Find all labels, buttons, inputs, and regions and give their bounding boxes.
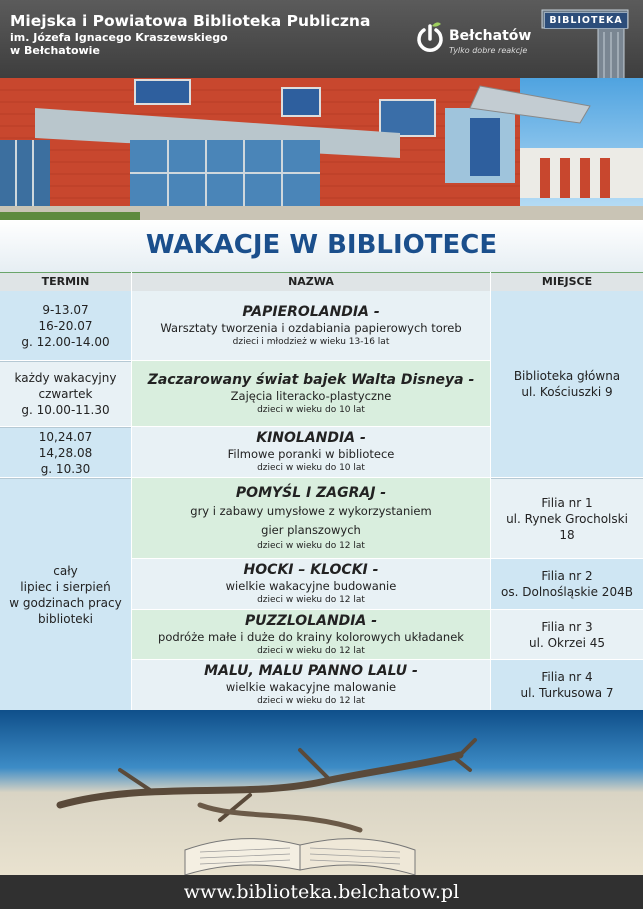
activity-age: dzieci w wieku do 12 lat [257, 696, 365, 706]
termin-line: czwartek [38, 387, 93, 401]
termin-line: biblioteki [38, 611, 93, 626]
activity-description: podróże małe i duże do krainy kolorowych układanek [158, 629, 464, 644]
termin-line: każdy wakacyjny [14, 371, 117, 385]
page-title: WAKACJE W BIBLIOTECE [145, 230, 498, 260]
place-line: Filia nr 4 [541, 670, 593, 684]
place-cell [491, 660, 643, 710]
activity-cell [132, 291, 490, 360]
building-illustration [0, 78, 643, 220]
place-line: ul. Turkusowa 7 [520, 686, 614, 700]
activity-title: Zaczarowany świat bajek Walta Disneya - [147, 371, 475, 388]
library-patron: im. Józefa Ignacego Kraszewskiego [10, 31, 228, 44]
beach-scene [0, 710, 643, 875]
activity-age: dzieci w wieku do 10 lat [257, 404, 365, 415]
activity-description: wielkie wakacyjne malowanie [225, 680, 397, 694]
place-line: ul. Rynek Grocholski [506, 511, 628, 526]
termin-line: cały [53, 563, 78, 578]
header-bar [0, 0, 643, 78]
activity-description: gry i zabawy umysłowe z wykorzystaniem [190, 503, 432, 518]
activity-age: dzieci w wieku do 12 lat [257, 645, 365, 656]
termin-line: 10,24.07 [38, 429, 93, 444]
city-logo-name: Bełchatów [449, 28, 532, 44]
activity-title: HOCKI – KLOCKI - [243, 562, 379, 578]
activity-cell [132, 610, 490, 659]
activity-cell [132, 660, 490, 710]
library-city: w Bełchatowie [10, 44, 100, 57]
termin-line: w godzinach pracy [9, 595, 122, 610]
column-header-termin: TERMIN [0, 272, 131, 292]
place-cell [491, 559, 643, 609]
activity-description: gier planszowych [261, 522, 361, 537]
library-building-photo [0, 78, 643, 220]
activity-age: dzieci i młodzież w wieku 13-16 lat [232, 336, 390, 347]
library-logo-text: BIBLIOTEKA [544, 12, 628, 29]
apple-power-icon [415, 22, 445, 56]
termin-cell [0, 478, 131, 710]
place-cell [491, 610, 643, 659]
column-header-nazwa: NAZWA [132, 272, 490, 292]
termin-line: g. 12.00-14.00 [21, 334, 110, 349]
activity-title: KINOLANDIA - [256, 430, 366, 446]
place-line: Filia nr 2 [541, 569, 593, 583]
activity-age: dzieci w wieku do 12 lat [257, 540, 365, 551]
activity-title: PAPIEROLANDIA - [242, 303, 380, 320]
activity-cell [132, 361, 490, 426]
activity-cell [132, 559, 490, 609]
termin-line: g. 10.30 [40, 461, 91, 476]
place-line: 18 [559, 527, 575, 542]
activity-title: MALU, MALU PANNO LALU - [204, 663, 418, 679]
termin-cell [0, 291, 131, 360]
activity-title: POMYŚL I ZAGRAJ - [235, 484, 387, 501]
activity-cell [132, 427, 490, 477]
activity-cell [132, 478, 490, 558]
city-logo-tagline: Tylko dobre reakcje [449, 46, 528, 55]
library-name: Miejska i Powiatowa Biblioteka Publiczna [10, 12, 371, 30]
termin-line: 14,28.08 [38, 445, 93, 460]
activity-description: Warsztaty tworzenia i ozdabiania papierowych toreb [160, 320, 462, 335]
activity-description: wielkie wakacyjne budowanie [225, 579, 397, 593]
activity-age: dzieci w wieku do 12 lat [257, 595, 365, 605]
footer-bar [0, 875, 643, 909]
place-line: Biblioteka główna [513, 369, 621, 383]
termin-line: 9-13.07 [42, 302, 89, 317]
column-header-miejsce: MIEJSCE [491, 272, 643, 292]
activity-age: dzieci w wieku do 10 lat [257, 463, 365, 473]
termin-cell [0, 427, 131, 477]
termin-cell [0, 361, 131, 426]
activity-description: Filmowe poranki w bibliotece [227, 447, 395, 461]
place-cell [491, 478, 643, 558]
place-line: Filia nr 3 [541, 619, 593, 634]
termin-line: 16-20.07 [38, 318, 93, 333]
activity-title: PUZZLOLANDIA - [244, 612, 378, 629]
beach-book-illustration [0, 710, 643, 875]
place-line: Filia nr 1 [541, 495, 593, 510]
place-line: ul. Okrzei 45 [529, 635, 605, 650]
place-cell [491, 291, 643, 477]
activity-description: Zajęcia literacko-plastyczne [230, 388, 392, 403]
termin-line: lipiec i sierpień [20, 579, 111, 594]
place-line: ul. Kościuszki 9 [521, 385, 613, 399]
place-line: os. Dolnośląskie 204B [501, 585, 633, 599]
website-link[interactable]: www.biblioteka.belchatow.pl [183, 881, 460, 903]
termin-line: g. 10.00-11.30 [21, 403, 110, 417]
